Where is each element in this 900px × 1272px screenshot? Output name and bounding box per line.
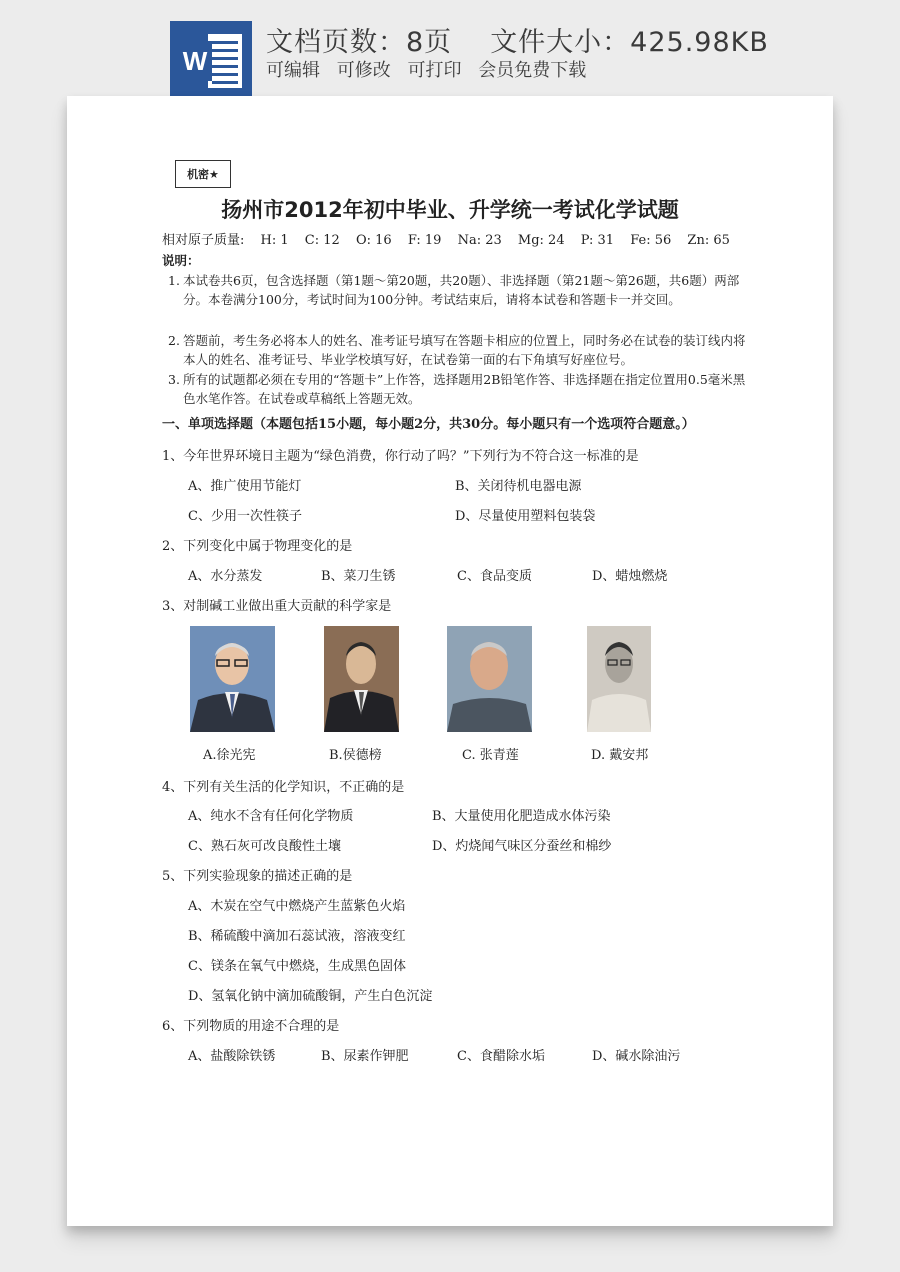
q3-option-c: C. 张青莲: [462, 748, 519, 763]
mass-c: C: 12: [304, 233, 340, 248]
question-1: 1、今年世界环境日主题为“绿色消费，你行动了吗？”下列行为不符合这一标准的是: [162, 449, 639, 464]
instruction-2: 2. 答题前，考生务必将本人的姓名、准考证号填写在答题卡相应的位置上，同时务必在试卷的装订线内将本人的姓名、准考证号、毕业学校填写好，在试卷第一面的右下角填写好座位号。: [168, 333, 746, 367]
question-6: 6、下列物质的用途不合理的是: [162, 1019, 340, 1034]
question-3: 3、对制碱工业做出重大贡献的科学家是: [162, 599, 392, 614]
section-heading: 一、单项选择题（本题包括15小题，每小题2分，共30分。每小题只有一个选项符合题意。）: [162, 417, 695, 432]
q5-option-a: A、木炭在空气中燃烧产生蓝紫色火焰: [188, 899, 406, 914]
feature-modifiable: 可修改: [336, 60, 391, 81]
q3-option-b: B.侯德榜: [329, 748, 382, 763]
q4-option-a: A、纯水不含有任何化学物质: [188, 809, 354, 824]
q5-option-c: C、镁条在氧气中燃烧，生成黑色固体: [188, 959, 406, 974]
instruction-3: 3. 所有的试题都必须在专用的“答题卡”上作答，选择题用2B铅笔作答、非选择题在指定位置用0.5毫米黑色水笔作答。在试卷或草稿纸上答题无效。: [168, 372, 746, 406]
atomic-masses: [162, 229, 742, 248]
portrait-xu-guangxian: [190, 626, 275, 732]
q4-option-c: C、熟石灰可改良酸性土壤: [188, 839, 341, 854]
question-4: 4、下列有关生活的化学知识，不正确的是: [162, 780, 405, 795]
q4-option-b: B、大量使用化肥造成水体污染: [432, 809, 611, 824]
confidential-label: 机密★: [175, 160, 231, 188]
instruction-1: 1. 本试卷共6页，包含选择题（第1题～第20题，共20题）、非选择题（第21题～第26题，共6题）两部分。本卷满分100分，考试时间为100分钟。考试结束后，请将本试卷和答题卡一并交回。: [168, 273, 740, 307]
svg-text:W: W: [182, 46, 208, 76]
q2-option-b: B、菜刀生锈: [321, 569, 396, 584]
exam-title: 扬州市2012年初中毕业、升学统一考试化学试题: [221, 198, 679, 222]
portrait-hou-debang: [324, 626, 399, 732]
instructions-heading: 说明：: [162, 253, 200, 268]
page-count: 文档页数：8页: [266, 27, 453, 58]
feature-printable: 可打印: [407, 60, 462, 81]
feature-editable: 可编辑: [266, 60, 320, 81]
masses-label: 相对原子质量:: [162, 233, 245, 248]
mass-p: P: 31: [580, 233, 615, 248]
document-page: [67, 96, 833, 1226]
mass-fe: Fe: 56: [630, 233, 672, 248]
mass-h: H: 1: [260, 233, 289, 248]
q6-option-d: D、碱水除油污: [592, 1049, 681, 1064]
mass-f: F: 19: [407, 233, 442, 248]
q2-option-d: D、蜡烛燃烧: [592, 569, 668, 584]
q3-option-a: A.徐光宪: [203, 748, 256, 763]
feature-list: [266, 56, 597, 82]
download-banner: [0, 0, 900, 96]
file-info: [266, 20, 769, 59]
mass-zn: Zn: 65: [687, 233, 730, 248]
q5-option-b: B、稀硫酸中滴加石蕊试液，溶液变红: [188, 929, 406, 944]
q6-option-a: A、盐酸除铁锈: [188, 1049, 276, 1064]
file-size: 文件大小：425.98KB: [490, 27, 769, 58]
feature-member-download: 会员免费下载: [478, 60, 587, 81]
q6-option-c: C、食醋除水垢: [457, 1049, 545, 1064]
q1-option-d: D、尽量使用塑料包装袋: [455, 509, 596, 524]
mass-o: O: 16: [355, 233, 392, 248]
q5-option-d: D、氢氧化钠中滴加硫酸铜，产生白色沉淀: [188, 989, 433, 1004]
q2-option-c: C、食品变质: [457, 569, 532, 584]
question-2: 2、下列变化中属于物理变化的是: [162, 539, 353, 554]
q6-option-b: B、尿素作钾肥: [321, 1049, 409, 1064]
mass-mg: Mg: 24: [517, 233, 565, 248]
question-5: 5、下列实验现象的描述正确的是: [162, 869, 353, 884]
q4-option-d: D、灼烧闻气味区分蚕丝和棉纱: [432, 839, 612, 854]
portrait-zhang-qinglian: [447, 626, 532, 732]
q2-option-a: A、水分蒸发: [188, 569, 263, 584]
word-document-icon: [170, 21, 252, 99]
q1-option-b: B、关闭待机电器电源: [455, 479, 582, 494]
portrait-dai-anbang: [587, 626, 651, 732]
q1-option-c: C、少用一次性筷子: [188, 509, 302, 524]
q1-option-a: A、推广使用节能灯: [188, 479, 302, 494]
mass-na: Na: 23: [457, 233, 502, 248]
q3-option-d: D. 戴安邦: [591, 748, 649, 763]
